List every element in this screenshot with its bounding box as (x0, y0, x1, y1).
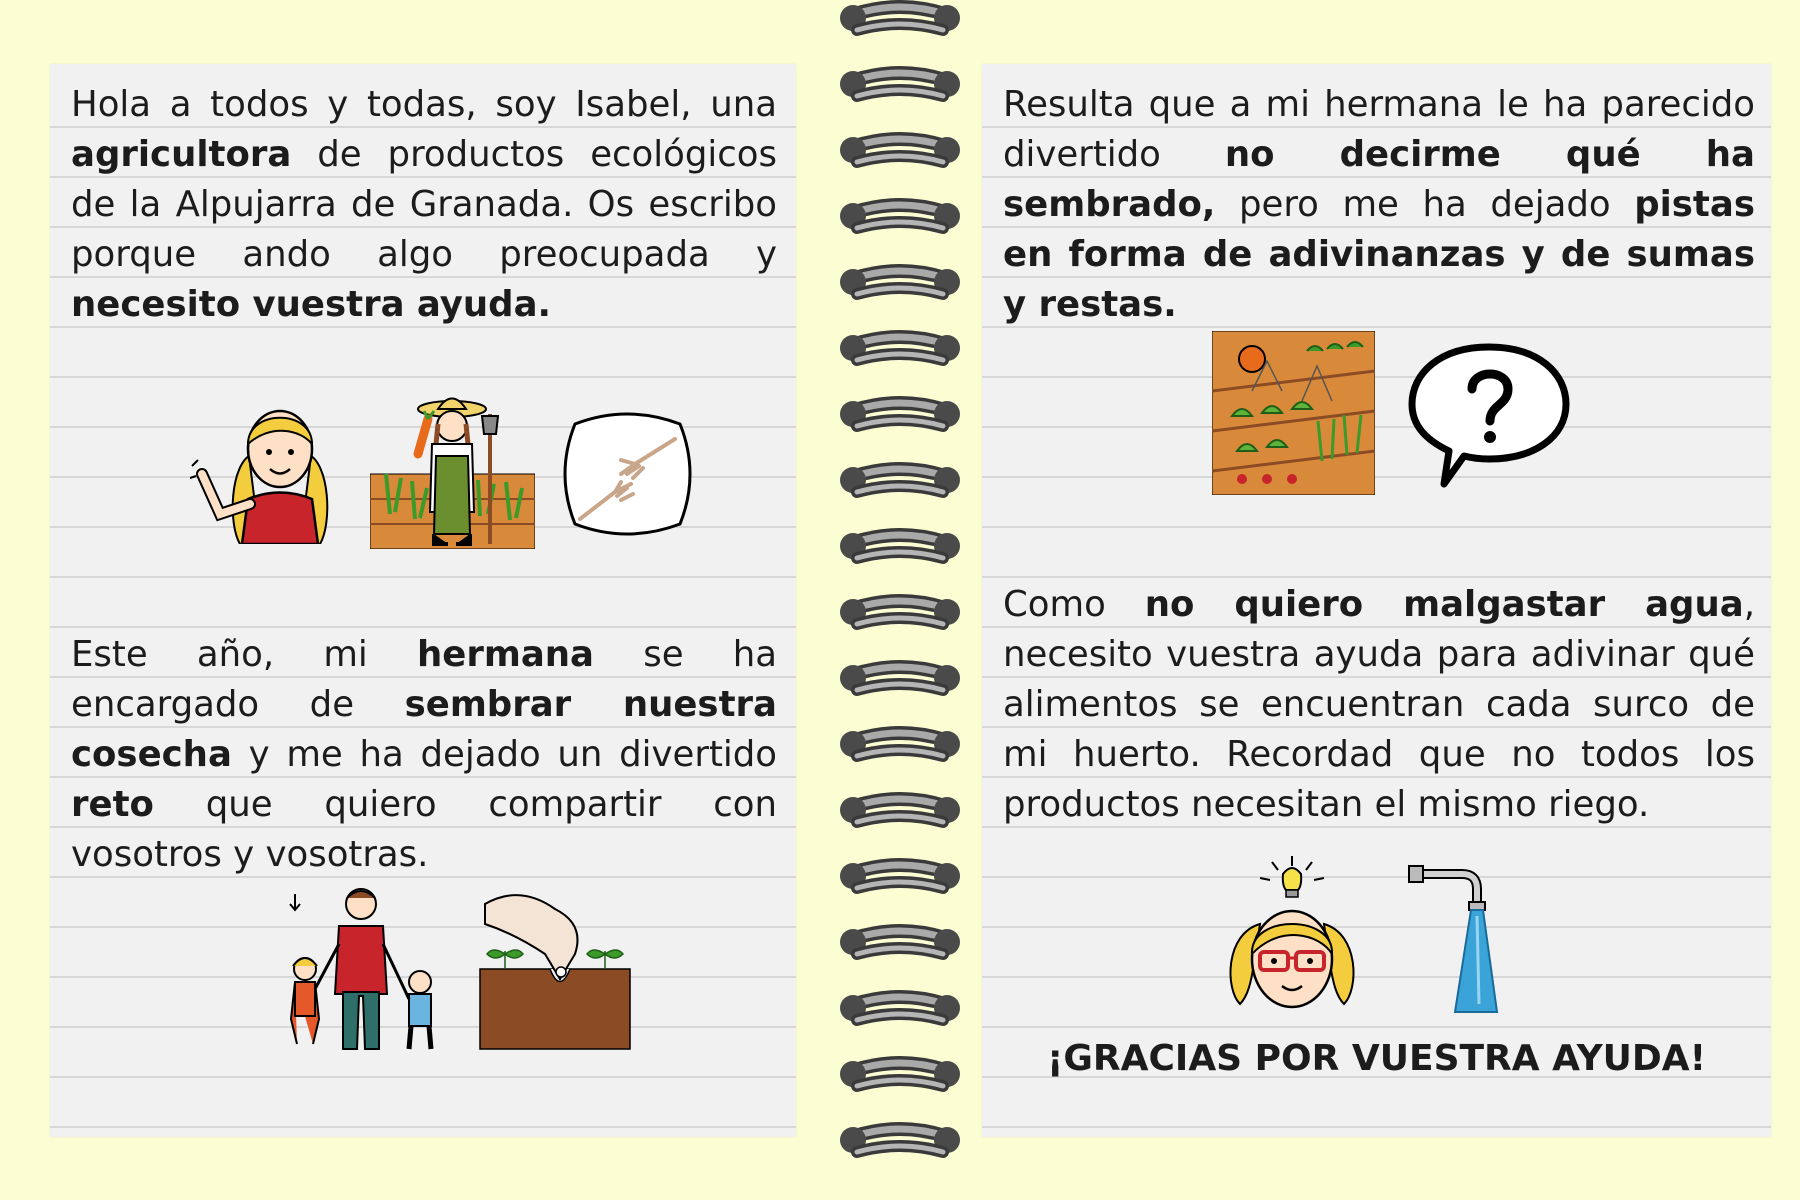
challenge-text-1: Este año, mi (71, 634, 417, 675)
clues-text-1: Resulta que a mi hermana le ha parecido divertido (1003, 84, 1755, 175)
spiral-ring (840, 335, 960, 361)
water-paragraph (1003, 580, 1755, 830)
challenge-text-3: y me ha dejado un divertido (231, 734, 777, 775)
spiral-ring (840, 863, 960, 889)
spiral-ring (840, 137, 960, 163)
challenge-bold-1: hermana (416, 634, 595, 675)
water-text-2: , necesito vuestra ayuda para adivinar qué alimentos se encuentran cada surco de mi huerto. Recordad que no todos los productos necesitan el mismo riego. (1003, 584, 1755, 825)
intro-text-2: de productos ecológicos de la Alpujarra de Granada. Os escribo porque ando algo preocupada y (71, 134, 777, 275)
spiral-ring (840, 1127, 960, 1153)
spiral-ring (840, 929, 960, 955)
spiral-ring (840, 203, 960, 229)
spiral-ring (840, 269, 960, 295)
garden-field-icon (1212, 331, 1375, 495)
challenge-text-4: que quiero compartir con vosotros y vosotras. (71, 784, 777, 875)
intro-paragraph (71, 80, 777, 330)
challenge-bold-3: reto (71, 784, 154, 825)
intro-bold-2: necesito vuestra ayuda. (71, 284, 552, 325)
helping-hands-icon (555, 404, 700, 544)
spiral-ring (840, 1061, 960, 1087)
water-tap-icon (1407, 854, 1507, 1014)
spiral-binding (835, 0, 965, 1200)
spiral-ring (840, 797, 960, 823)
spiral-ring (840, 731, 960, 757)
question-bubble-icon (1404, 339, 1574, 489)
water-bold-1: no quiero malgastar agua (1144, 584, 1744, 625)
spiral-ring (840, 467, 960, 493)
spiral-ring (840, 533, 960, 559)
water-text-1: Como (1003, 584, 1145, 625)
challenge-paragraph (71, 630, 777, 880)
challenge-bold-2: sembrar nuestra cosecha (71, 684, 777, 775)
spiral-ring (840, 5, 960, 31)
clues-bold-1: no decirme qué ha sembrado, (1003, 134, 1755, 225)
thanks-message: ¡GRACIAS POR VUESTRA AYUDA! (1046, 1038, 1707, 1079)
clues-paragraph (1003, 80, 1755, 330)
farmer-icon (370, 394, 535, 549)
intro-bold-1: agricultora (71, 134, 292, 175)
girl-waving-icon (190, 394, 350, 544)
spiral-ring (840, 401, 960, 427)
spiral-ring (840, 599, 960, 625)
spiral-ring (840, 71, 960, 97)
sowing-seeds-icon (475, 884, 635, 1054)
left-notebook-page (50, 64, 796, 1137)
family-icon (275, 884, 440, 1054)
spiral-ring (840, 995, 960, 1021)
challenge-text-2: se ha encargado de (71, 634, 777, 725)
right-notebook-page (982, 64, 1771, 1137)
clues-text-2: pero me ha dejado (1215, 184, 1635, 225)
girl-idea-icon (1220, 854, 1365, 1014)
spiral-ring (840, 665, 960, 691)
intro-text-1: Hola a todos y todas, soy Isabel, una (71, 84, 777, 125)
clues-bold-2: pistas en forma de adivinanzas y de sumas y restas. (1003, 184, 1755, 325)
